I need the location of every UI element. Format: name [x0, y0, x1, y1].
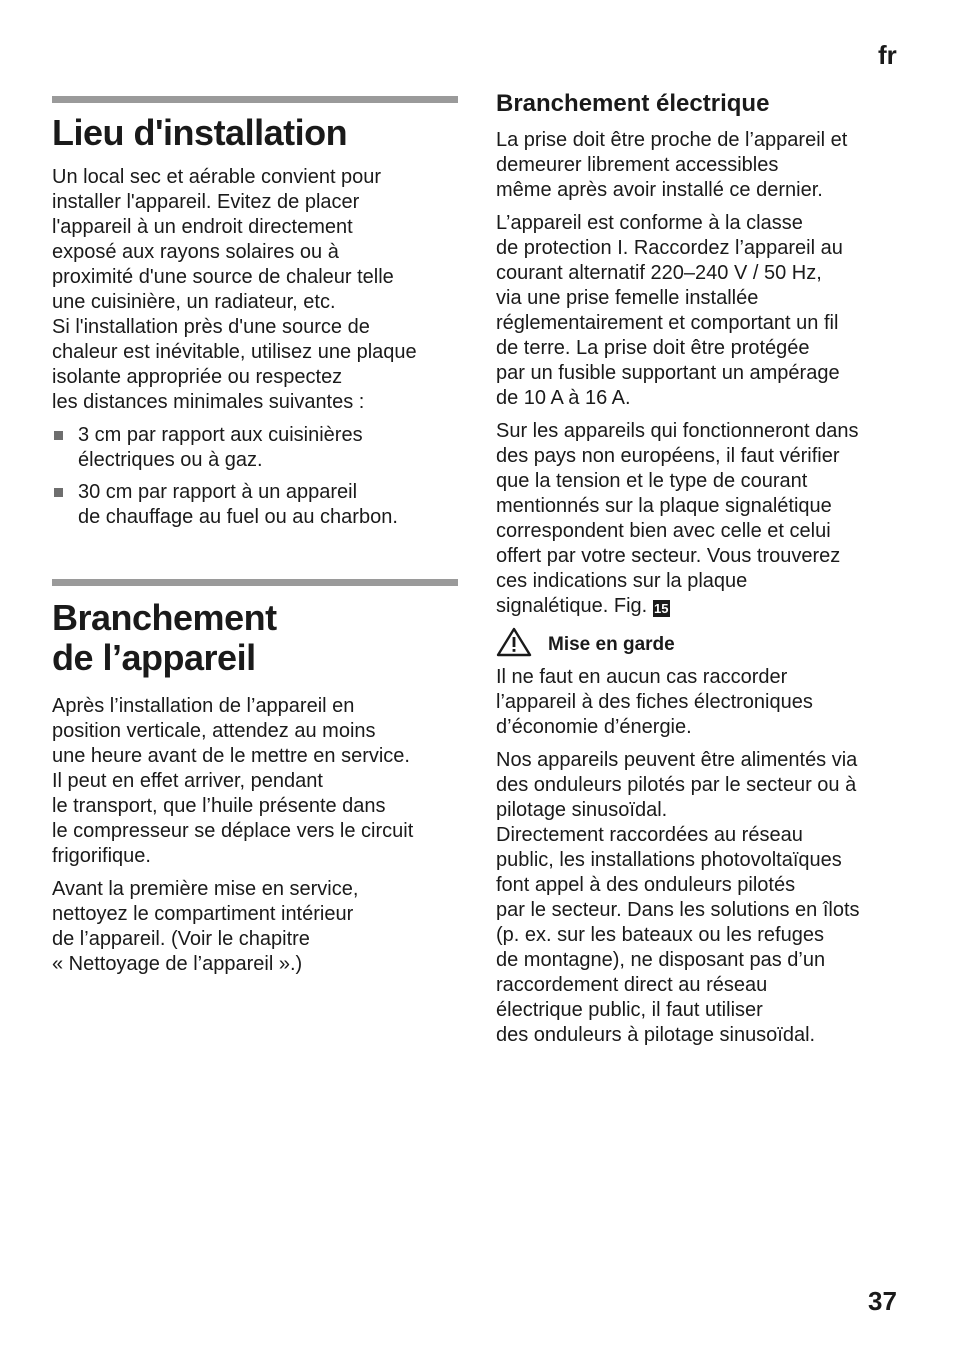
page-number: 37 — [868, 1286, 897, 1316]
text-line: isolante appropriée ou respectez — [52, 366, 343, 388]
text-line: de terre. La prise doit être protégée — [496, 337, 810, 359]
bullet-square-icon — [54, 431, 63, 440]
text-line: Il peut en effet arriver, pendant — [52, 770, 323, 792]
text-line: correspondent bien avec celle et celui — [496, 520, 831, 542]
text-line: de chauffage au fuel ou au charbon. — [78, 506, 398, 528]
text-line: d’économie d’énergie. — [496, 716, 692, 738]
text-line: de 10 A à 16 A. — [496, 387, 631, 409]
text-line: le transport, que l’huile présente dans — [52, 795, 386, 817]
warning-title: Mise en garde — [548, 634, 675, 655]
text-line: par le secteur. Dans les solutions en îlots — [496, 899, 860, 921]
text-line: Directement raccordées au réseau — [496, 824, 803, 846]
text-line: offert par votre secteur. Vous trouverez — [496, 545, 841, 567]
text-line: de montagne), ne disposant pas d’un — [496, 949, 826, 971]
warning-paragraph-1 — [496, 665, 906, 740]
list-item — [52, 423, 460, 473]
text-line: de l’appareil. (Voir le chapitre — [52, 928, 310, 950]
text-line: public, les installations photovoltaïques — [496, 849, 842, 871]
text-line: Avant la première mise en service, — [52, 878, 359, 900]
text-line: même après avoir installé ce dernier. — [496, 179, 823, 201]
text-line: L’appareil est conforme à la classe — [496, 212, 803, 234]
text-line: via une prise femelle installée — [496, 287, 759, 309]
branchement-paragraph-1 — [52, 694, 460, 869]
left-column — [52, 96, 460, 985]
text-line: (p. ex. sur les bateaux ou les refuges — [496, 924, 824, 946]
title-line: de l’appareil — [52, 637, 256, 678]
text-line: Sur les appareils qui fonctionneront dans — [496, 420, 859, 442]
text-line — [496, 594, 906, 619]
section-title-installation: Lieu d'installation — [52, 112, 348, 153]
text-line: l’appareil à des fiches électroniques — [496, 691, 813, 713]
electrique-paragraph-3 — [496, 419, 906, 619]
text-line: Il ne faut en aucun cas raccorder — [496, 666, 788, 688]
text-line: par un fusible supportant un ampérage — [496, 362, 840, 384]
text-line: ces indications sur la plaque — [496, 570, 748, 592]
text-line: des onduleurs pilotés par le secteur ou à — [496, 774, 857, 796]
language-label: fr — [878, 40, 897, 70]
text-line: le compresseur se déplace vers le circuit — [52, 820, 414, 842]
list-item — [52, 480, 460, 530]
text-line: position verticale, attendez au moins — [52, 720, 376, 742]
section-rule — [52, 579, 458, 586]
warning-heading — [496, 633, 906, 657]
text-line: nettoyez le compartiment intérieur — [52, 903, 354, 925]
figure-reference-badge: 15 — [654, 601, 669, 616]
text-line: 3 cm par rapport aux cuisinières — [78, 424, 363, 446]
text-line: font appel à des onduleurs pilotés — [496, 874, 796, 896]
text-fragment: signalétique. Fig. — [496, 595, 653, 617]
text-line: exposé aux rayons solaires ou à — [52, 241, 339, 263]
text-line: courant alternatif 220–240 V / 50 Hz, — [496, 262, 822, 284]
right-column — [496, 88, 906, 1056]
distance-list — [52, 423, 460, 530]
text-line: Après l’installation de l’appareil en — [52, 695, 355, 717]
text-line: électriques ou à gaz. — [78, 449, 263, 471]
title-line: Branchement — [52, 597, 277, 638]
text-line: demeurer librement accessibles — [496, 154, 779, 176]
electrique-paragraph-1 — [496, 128, 906, 203]
text-line: de protection I. Raccordez l’appareil au — [496, 237, 843, 259]
text-line: frigorifique. — [52, 845, 151, 867]
text-line: installer l'appareil. Evitez de placer — [52, 191, 360, 213]
section-title-branchement — [52, 598, 460, 678]
text-line: chaleur est inévitable, utilisez une plaque — [52, 341, 417, 363]
text-line: des onduleurs à pilotage sinusoïdal. — [496, 1024, 816, 1046]
electrique-paragraph-2 — [496, 211, 906, 411]
installation-paragraph — [52, 165, 460, 415]
text-line: mentionnés sur la plaque signalétique — [496, 495, 832, 517]
text-line: pilotage sinusoïdal. — [496, 799, 668, 821]
text-line: l'appareil à un endroit directement — [52, 216, 353, 238]
section-rule — [52, 96, 458, 103]
text-line: « Nettoyage de l’appareil ».) — [52, 953, 303, 975]
text-line: une cuisinière, un radiateur, etc. — [52, 291, 336, 313]
text-line: proximité d'une source de chaleur telle — [52, 266, 394, 288]
text-line: Un local sec et aérable convient pour — [52, 166, 382, 188]
text-line: électrique public, il faut utiliser — [496, 999, 763, 1021]
text-line: La prise doit être proche de l’appareil et — [496, 129, 848, 151]
text-line: raccordement direct au réseau — [496, 974, 768, 996]
text-line: Si l'installation près d'une source de — [52, 316, 370, 338]
warning-triangle-icon — [496, 627, 532, 657]
section-title-branchement-electrique: Branchement électrique — [496, 90, 770, 117]
text-line: Nos appareils peuvent être alimentés via — [496, 749, 858, 771]
text-line: 30 cm par rapport à un appareil — [78, 481, 358, 503]
branchement-paragraph-2 — [52, 877, 460, 977]
warning-paragraph-2 — [496, 748, 906, 1048]
text-line: que la tension et le type de courant — [496, 470, 808, 492]
bullet-square-icon — [54, 488, 63, 497]
text-line: les distances minimales suivantes : — [52, 391, 365, 413]
text-line: réglementairement et comportant un fil — [496, 312, 839, 334]
text-line: des pays non européens, il faut vérifier — [496, 445, 840, 467]
text-line: une heure avant de le mettre en service. — [52, 745, 410, 767]
